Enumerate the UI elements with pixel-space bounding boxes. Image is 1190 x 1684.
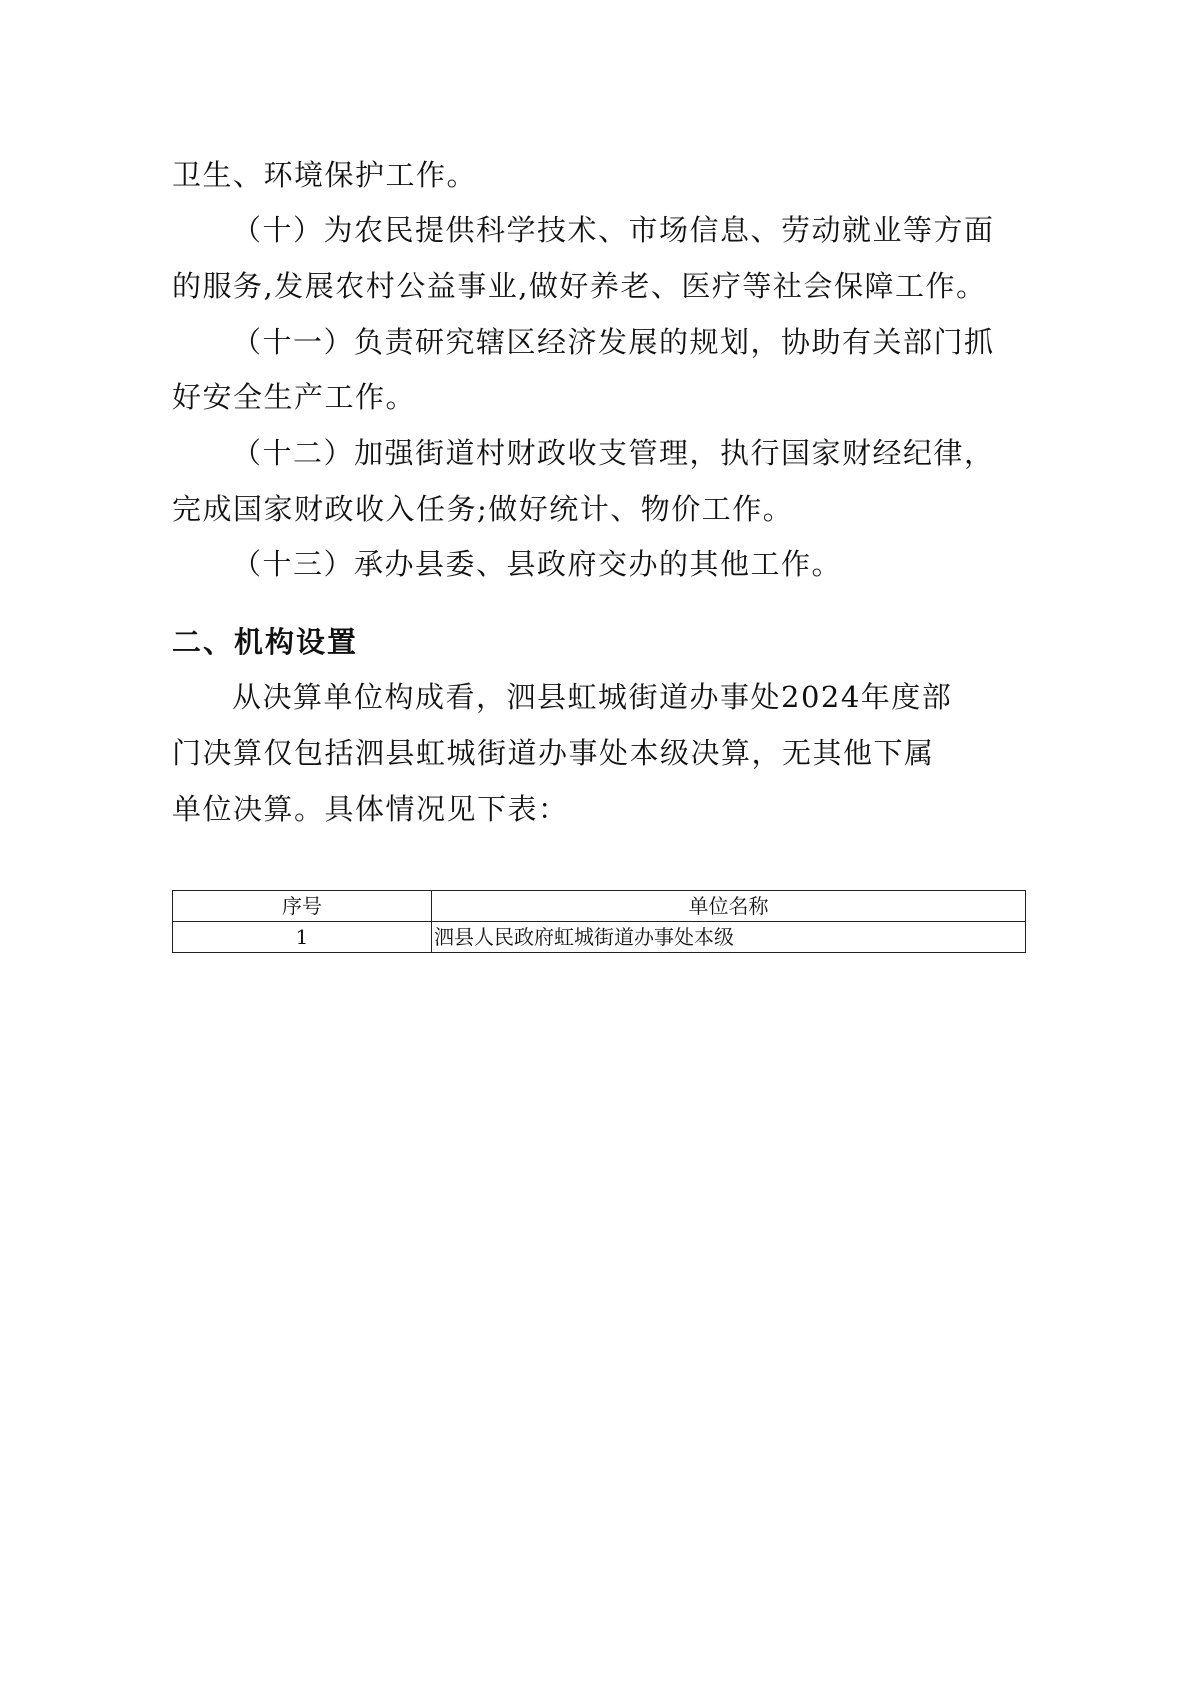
table-cell-index: 1 bbox=[173, 922, 432, 953]
section-heading: 二、机构设置 bbox=[172, 625, 359, 659]
table-cell-unit-name: 泗县人民政府虹城街道办事处本级 bbox=[432, 922, 1026, 953]
paragraph-line: 好安全生产工作。 bbox=[172, 380, 417, 414]
paragraph-line: 的服务,发展农村公益事业,做好养老、医疗等社会保障工作。 bbox=[172, 269, 987, 303]
paragraph-line: （十三）承办县委、县政府交办的其他工作。 bbox=[232, 547, 843, 581]
paragraph-line: （十二）加强街道村财政收支管理，执行国家财经纪律， bbox=[232, 436, 995, 470]
column-header-index: 序号 bbox=[173, 891, 432, 922]
paragraph-line: 完成国家财政收入任务;做好统计、物价工作。 bbox=[172, 492, 794, 526]
paragraph-line: （十一）负责研究辖区经济发展的规划，协助有关部门抓 bbox=[232, 325, 995, 359]
table-row bbox=[173, 922, 1026, 953]
paragraph-line: （十）为农民提供科学技术、市场信息、劳动就业等方面 bbox=[232, 213, 995, 247]
paragraph-line: 从决算单位构成看，泗县虹城街道办事处2024年度部 bbox=[232, 680, 953, 714]
paragraph-line: 卫生、环境保护工作。 bbox=[172, 158, 478, 192]
paragraph-line: 单位决算。具体情况见下表： bbox=[172, 792, 569, 826]
unit-table bbox=[172, 890, 1026, 953]
column-header-unit-name: 单位名称 bbox=[432, 891, 1026, 922]
table-header-row bbox=[173, 891, 1026, 922]
paragraph-line: 门决算仅包括泗县虹城街道办事处本级决算，无其他下属 bbox=[172, 736, 935, 770]
